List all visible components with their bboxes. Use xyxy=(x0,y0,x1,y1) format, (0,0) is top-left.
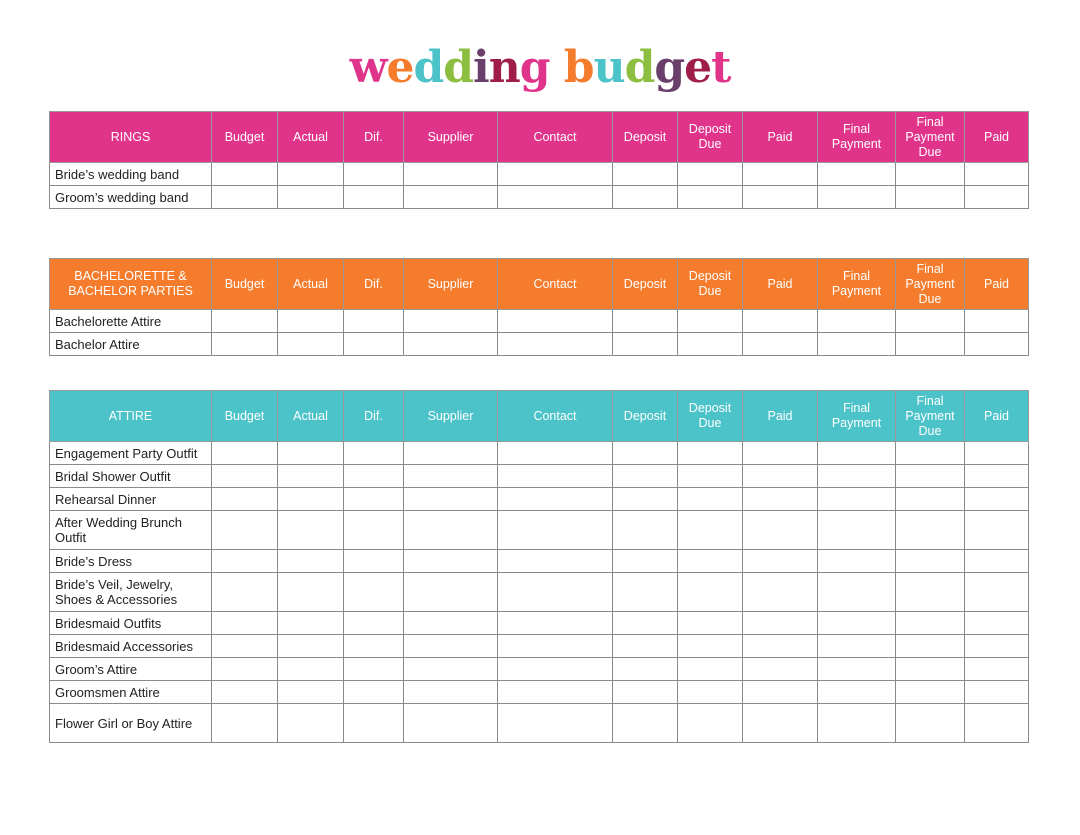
input-cell[interactable] xyxy=(678,488,743,511)
input-cell[interactable] xyxy=(678,442,743,465)
section-title: BACHELORETTE & BACHELOR PARTIES xyxy=(50,259,212,310)
input-cell[interactable] xyxy=(278,163,344,186)
input-cell[interactable] xyxy=(212,163,278,186)
column-header: Deposit Due xyxy=(678,259,743,310)
input-cell[interactable] xyxy=(344,333,404,356)
title-letter: b xyxy=(563,42,594,93)
input-cell[interactable] xyxy=(344,186,404,209)
row-label: Flower Girl or Boy Attire xyxy=(50,704,212,743)
input-cell[interactable] xyxy=(678,681,743,704)
table-row xyxy=(50,704,1029,743)
input-cell[interactable] xyxy=(896,186,965,209)
input-cell[interactable] xyxy=(965,163,1029,186)
input-cell[interactable] xyxy=(818,442,896,465)
input-cell[interactable] xyxy=(344,704,404,743)
row-label: Bachelor Attire xyxy=(50,333,212,356)
input-cell[interactable] xyxy=(344,310,404,333)
column-header: Dif. xyxy=(344,112,404,163)
table-header xyxy=(50,391,1029,442)
input-cell[interactable] xyxy=(818,488,896,511)
table-row xyxy=(50,333,1029,356)
input-cell[interactable] xyxy=(678,465,743,488)
input-cell[interactable] xyxy=(965,333,1029,356)
column-header: Final Payment Due xyxy=(896,391,965,442)
input-cell[interactable] xyxy=(212,333,278,356)
table-row xyxy=(50,186,1029,209)
table-row xyxy=(50,612,1029,635)
input-cell[interactable] xyxy=(818,681,896,704)
input-cell[interactable] xyxy=(498,704,613,743)
input-cell[interactable] xyxy=(344,163,404,186)
input-cell[interactable] xyxy=(743,573,818,612)
table-header xyxy=(50,259,1029,310)
table-header xyxy=(50,112,1029,163)
row-label: Engagement Party Outfit xyxy=(50,442,212,465)
input-cell[interactable] xyxy=(743,442,818,465)
input-cell[interactable] xyxy=(498,442,613,465)
input-cell[interactable] xyxy=(613,333,678,356)
input-cell[interactable] xyxy=(743,163,818,186)
column-header: Contact xyxy=(498,391,613,442)
input-cell[interactable] xyxy=(404,163,498,186)
column-header: Budget xyxy=(212,391,278,442)
input-cell[interactable] xyxy=(965,635,1029,658)
table-row xyxy=(50,635,1029,658)
input-cell[interactable] xyxy=(818,465,896,488)
input-cell[interactable] xyxy=(743,333,818,356)
input-cell[interactable] xyxy=(498,550,613,573)
row-label: Bridal Shower Outfit xyxy=(50,465,212,488)
title-letter: w xyxy=(349,42,387,93)
title-letter: e xyxy=(386,42,414,93)
input-cell[interactable] xyxy=(678,635,743,658)
input-cell[interactable] xyxy=(344,550,404,573)
input-cell[interactable] xyxy=(743,310,818,333)
input-cell[interactable] xyxy=(965,704,1029,743)
input-cell[interactable] xyxy=(965,186,1029,209)
title-letter: g xyxy=(519,42,550,93)
column-header: Paid xyxy=(743,112,818,163)
row-label: Bride’s Veil, Jewelry, Shoes & Accessories xyxy=(50,573,212,612)
input-cell[interactable] xyxy=(344,465,404,488)
input-cell[interactable] xyxy=(212,186,278,209)
input-cell[interactable] xyxy=(498,658,613,681)
input-cell[interactable] xyxy=(498,511,613,550)
input-cell[interactable] xyxy=(404,442,498,465)
input-cell[interactable] xyxy=(678,704,743,743)
budget-table-rings xyxy=(49,111,1029,209)
input-cell[interactable] xyxy=(896,550,965,573)
input-cell[interactable] xyxy=(896,333,965,356)
input-cell[interactable] xyxy=(818,704,896,743)
input-cell[interactable] xyxy=(212,612,278,635)
input-cell[interactable] xyxy=(743,704,818,743)
input-cell[interactable] xyxy=(818,635,896,658)
input-cell[interactable] xyxy=(498,488,613,511)
input-cell[interactable] xyxy=(278,186,344,209)
column-header: Supplier xyxy=(404,259,498,310)
input-cell[interactable] xyxy=(613,573,678,612)
input-cell[interactable] xyxy=(404,310,498,333)
input-cell[interactable] xyxy=(743,465,818,488)
title-letter: u xyxy=(593,42,625,93)
input-cell[interactable] xyxy=(896,511,965,550)
input-cell[interactable] xyxy=(965,442,1029,465)
input-cell[interactable] xyxy=(278,704,344,743)
input-cell[interactable] xyxy=(818,186,896,209)
input-cell[interactable] xyxy=(743,658,818,681)
input-cell[interactable] xyxy=(404,511,498,550)
table-row xyxy=(50,163,1029,186)
input-cell[interactable] xyxy=(743,635,818,658)
row-label: Groom’s wedding band xyxy=(50,186,212,209)
column-header: Paid xyxy=(965,112,1029,163)
table-row xyxy=(50,681,1029,704)
table-row xyxy=(50,310,1029,333)
input-cell[interactable] xyxy=(212,658,278,681)
column-header: Actual xyxy=(278,112,344,163)
column-header: Deposit xyxy=(613,112,678,163)
input-cell[interactable] xyxy=(344,488,404,511)
column-header: Final Payment Due xyxy=(896,259,965,310)
section-title: ATTIRE xyxy=(50,391,212,442)
input-cell[interactable] xyxy=(818,511,896,550)
column-header: Paid xyxy=(743,259,818,310)
input-cell[interactable] xyxy=(896,704,965,743)
input-cell[interactable] xyxy=(818,658,896,681)
input-cell[interactable] xyxy=(404,658,498,681)
input-cell[interactable] xyxy=(278,511,344,550)
input-cell[interactable] xyxy=(404,333,498,356)
row-label: Bridesmaid Outfits xyxy=(50,612,212,635)
column-header: Supplier xyxy=(404,391,498,442)
row-label: Rehearsal Dinner xyxy=(50,488,212,511)
input-cell[interactable] xyxy=(678,658,743,681)
input-cell[interactable] xyxy=(278,310,344,333)
table-row xyxy=(50,465,1029,488)
title-letter: n xyxy=(488,42,520,93)
row-label: Bachelorette Attire xyxy=(50,310,212,333)
input-cell[interactable] xyxy=(743,186,818,209)
input-cell[interactable] xyxy=(613,550,678,573)
input-cell[interactable] xyxy=(404,612,498,635)
input-cell[interactable] xyxy=(965,681,1029,704)
input-cell[interactable] xyxy=(613,163,678,186)
column-header: Supplier xyxy=(404,112,498,163)
input-cell[interactable] xyxy=(678,163,743,186)
input-cell[interactable] xyxy=(278,465,344,488)
input-cell[interactable] xyxy=(498,573,613,612)
input-cell[interactable] xyxy=(344,681,404,704)
table-row xyxy=(50,658,1029,681)
title-letter: i xyxy=(472,42,489,93)
input-cell[interactable] xyxy=(404,465,498,488)
table-row xyxy=(50,488,1029,511)
column-header: Budget xyxy=(212,112,278,163)
input-cell[interactable] xyxy=(344,511,404,550)
input-cell[interactable] xyxy=(678,310,743,333)
column-header: Final Payment xyxy=(818,259,896,310)
input-cell[interactable] xyxy=(965,488,1029,511)
input-cell[interactable] xyxy=(278,442,344,465)
input-cell[interactable] xyxy=(896,488,965,511)
input-cell[interactable] xyxy=(896,681,965,704)
input-cell[interactable] xyxy=(965,511,1029,550)
table-row xyxy=(50,442,1029,465)
input-cell[interactable] xyxy=(613,511,678,550)
input-cell[interactable] xyxy=(743,488,818,511)
input-cell[interactable] xyxy=(212,573,278,612)
row-label: Groomsmen Attire xyxy=(50,681,212,704)
input-cell[interactable] xyxy=(613,635,678,658)
input-cell[interactable] xyxy=(818,333,896,356)
input-cell[interactable] xyxy=(498,186,613,209)
input-cell[interactable] xyxy=(278,550,344,573)
input-cell[interactable] xyxy=(818,310,896,333)
input-cell[interactable] xyxy=(498,681,613,704)
input-cell[interactable] xyxy=(678,333,743,356)
input-cell[interactable] xyxy=(678,612,743,635)
input-cell[interactable] xyxy=(212,704,278,743)
input-cell[interactable] xyxy=(613,612,678,635)
input-cell[interactable] xyxy=(278,681,344,704)
input-cell[interactable] xyxy=(613,186,678,209)
input-cell[interactable] xyxy=(896,310,965,333)
column-header: Actual xyxy=(278,391,344,442)
input-cell[interactable] xyxy=(818,550,896,573)
column-header: Deposit Due xyxy=(678,112,743,163)
row-label: Bridesmaid Accessories xyxy=(50,635,212,658)
input-cell[interactable] xyxy=(404,186,498,209)
input-cell[interactable] xyxy=(896,573,965,612)
input-cell[interactable] xyxy=(344,658,404,681)
input-cell[interactable] xyxy=(743,681,818,704)
column-header: Actual xyxy=(278,259,344,310)
input-cell[interactable] xyxy=(278,488,344,511)
input-cell[interactable] xyxy=(404,488,498,511)
title-letter: d xyxy=(624,42,655,93)
input-cell[interactable] xyxy=(498,163,613,186)
column-header: Dif. xyxy=(344,259,404,310)
input-cell[interactable] xyxy=(896,658,965,681)
section-title: RINGS xyxy=(50,112,212,163)
column-header: Dif. xyxy=(344,391,404,442)
title-letter: t xyxy=(711,42,731,93)
input-cell[interactable] xyxy=(498,635,613,658)
input-cell[interactable] xyxy=(212,310,278,333)
title-letter: g xyxy=(654,42,685,93)
column-header: Deposit xyxy=(613,259,678,310)
row-label: Groom’s Attire xyxy=(50,658,212,681)
input-cell[interactable] xyxy=(678,573,743,612)
input-cell[interactable] xyxy=(743,612,818,635)
table-row xyxy=(50,550,1029,573)
budget-table-attire xyxy=(49,390,1029,743)
input-cell[interactable] xyxy=(498,333,613,356)
input-cell[interactable] xyxy=(404,550,498,573)
column-header: Deposit xyxy=(613,391,678,442)
input-cell[interactable] xyxy=(212,511,278,550)
input-cell[interactable] xyxy=(278,635,344,658)
input-cell[interactable] xyxy=(965,465,1029,488)
input-cell[interactable] xyxy=(613,442,678,465)
column-header: Final Payment xyxy=(818,112,896,163)
title-letter: e xyxy=(684,42,712,93)
column-header: Paid xyxy=(965,259,1029,310)
input-cell[interactable] xyxy=(404,704,498,743)
input-cell[interactable] xyxy=(743,511,818,550)
input-cell[interactable] xyxy=(212,635,278,658)
input-cell[interactable] xyxy=(613,681,678,704)
input-cell[interactable] xyxy=(818,573,896,612)
input-cell[interactable] xyxy=(613,465,678,488)
input-cell[interactable] xyxy=(613,658,678,681)
input-cell[interactable] xyxy=(344,635,404,658)
table-row xyxy=(50,511,1029,550)
input-cell[interactable] xyxy=(404,681,498,704)
input-cell[interactable] xyxy=(404,635,498,658)
input-cell[interactable] xyxy=(404,573,498,612)
title-letter: d xyxy=(443,42,473,93)
page-title xyxy=(0,40,1080,96)
input-cell[interactable] xyxy=(613,310,678,333)
input-cell[interactable] xyxy=(678,550,743,573)
title-letter: d xyxy=(413,42,444,93)
input-cell[interactable] xyxy=(344,612,404,635)
input-cell[interactable] xyxy=(212,550,278,573)
input-cell[interactable] xyxy=(344,442,404,465)
input-cell[interactable] xyxy=(896,635,965,658)
input-cell[interactable] xyxy=(498,612,613,635)
column-header: Paid xyxy=(965,391,1029,442)
column-header: Paid xyxy=(743,391,818,442)
input-cell[interactable] xyxy=(278,333,344,356)
input-cell[interactable] xyxy=(965,550,1029,573)
column-header: Budget xyxy=(212,259,278,310)
input-cell[interactable] xyxy=(212,488,278,511)
input-cell[interactable] xyxy=(965,310,1029,333)
input-cell[interactable] xyxy=(896,163,965,186)
input-cell[interactable] xyxy=(498,310,613,333)
column-header: Final Payment xyxy=(818,391,896,442)
input-cell[interactable] xyxy=(212,465,278,488)
row-label: Bride’s wedding band xyxy=(50,163,212,186)
input-cell[interactable] xyxy=(498,465,613,488)
table-row xyxy=(50,573,1029,612)
row-label: After Wedding Brunch Outfit xyxy=(50,511,212,550)
input-cell[interactable] xyxy=(278,612,344,635)
input-cell[interactable] xyxy=(818,163,896,186)
input-cell[interactable] xyxy=(212,442,278,465)
input-cell[interactable] xyxy=(818,612,896,635)
row-label: Bride’s Dress xyxy=(50,550,212,573)
input-cell[interactable] xyxy=(896,465,965,488)
input-cell[interactable] xyxy=(965,573,1029,612)
input-cell[interactable] xyxy=(278,658,344,681)
budget-table-bachelorette-bachelor-parties xyxy=(49,258,1029,356)
input-cell[interactable] xyxy=(965,658,1029,681)
input-cell[interactable] xyxy=(965,612,1029,635)
input-cell[interactable] xyxy=(613,488,678,511)
input-cell[interactable] xyxy=(278,573,344,612)
input-cell[interactable] xyxy=(344,573,404,612)
input-cell[interactable] xyxy=(743,550,818,573)
column-header: Final Payment Due xyxy=(896,112,965,163)
input-cell[interactable] xyxy=(212,681,278,704)
column-header: Contact xyxy=(498,259,613,310)
column-header: Deposit Due xyxy=(678,391,743,442)
column-header: Contact xyxy=(498,112,613,163)
input-cell[interactable] xyxy=(896,612,965,635)
input-cell[interactable] xyxy=(613,704,678,743)
input-cell[interactable] xyxy=(678,186,743,209)
input-cell[interactable] xyxy=(678,511,743,550)
input-cell[interactable] xyxy=(896,442,965,465)
